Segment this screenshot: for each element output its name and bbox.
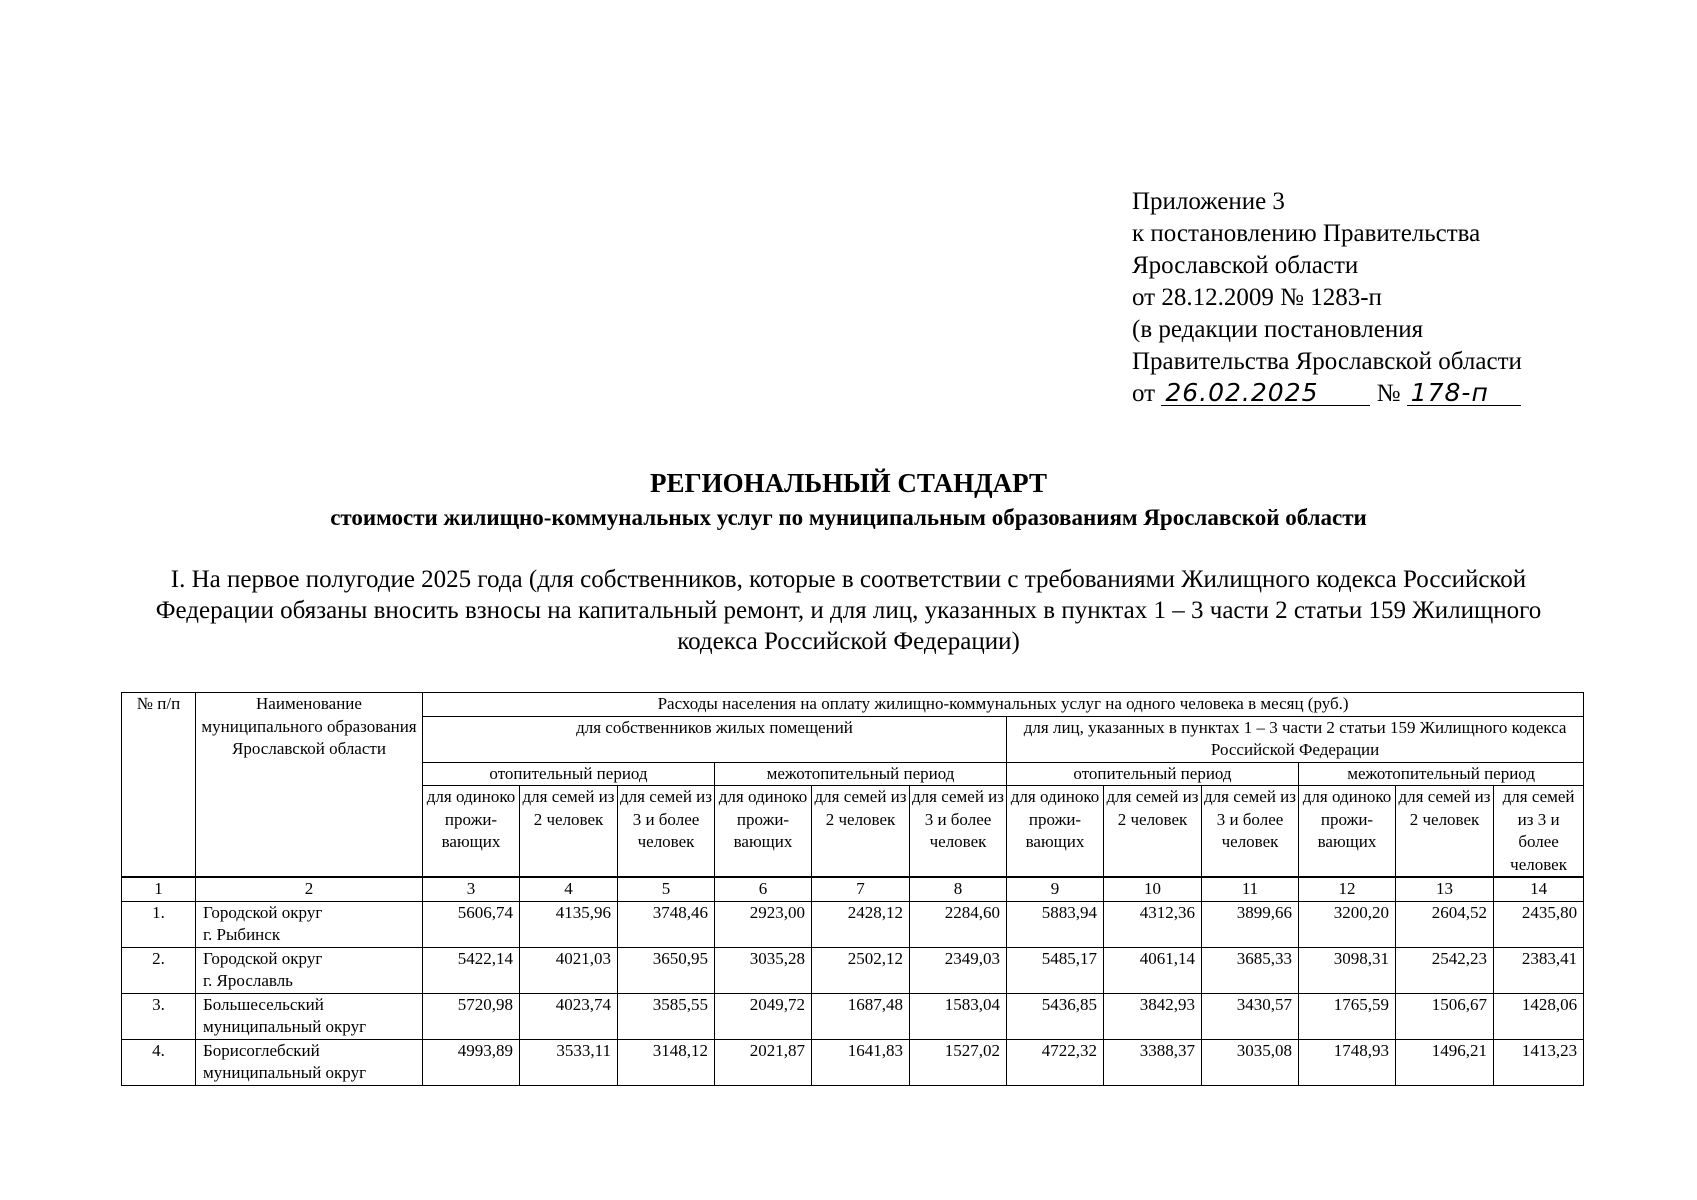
municipality-name bbox=[196, 993, 423, 1039]
header-owners: для собственников жилых помещений bbox=[423, 716, 1007, 762]
value-cell: 1506,67 bbox=[1396, 993, 1494, 1039]
table-row bbox=[122, 993, 1584, 1039]
municipality-name bbox=[196, 901, 423, 947]
header-nonheating-period: межотопительный период bbox=[1299, 762, 1584, 786]
value-cell: 3148,12 bbox=[618, 1039, 715, 1085]
header-heating-period: отопительный период bbox=[1007, 762, 1299, 786]
value-cell: 3533,11 bbox=[520, 1039, 618, 1085]
table-row bbox=[122, 1039, 1584, 1085]
appendix-line: к постановлению Правительства bbox=[1132, 220, 1481, 247]
municipality-name-line: г. Рыбинск bbox=[203, 925, 281, 944]
value-cell: 1765,59 bbox=[1299, 993, 1396, 1039]
table-row bbox=[122, 947, 1584, 993]
appendix-line: Приложение 3 bbox=[1132, 188, 1285, 215]
column-index-row bbox=[122, 877, 1584, 901]
value-cell: 2428,12 bbox=[812, 901, 910, 947]
row-number: 4. bbox=[122, 1039, 196, 1085]
municipality-name-line: муниципальный округ bbox=[203, 1017, 367, 1036]
header-nonheating-period: межотопительный период bbox=[715, 762, 1007, 786]
row-number: 3. bbox=[122, 993, 196, 1039]
header-three-persons: для семей из 3 и более человек bbox=[910, 786, 1007, 878]
column-index: 3 bbox=[423, 877, 520, 901]
column-index: 6 bbox=[715, 877, 812, 901]
row-number: 2. bbox=[122, 947, 196, 993]
header-single: для одиноко прожи-вающих bbox=[1299, 786, 1396, 878]
header-three-persons: для семей из 3 и более человек bbox=[1494, 786, 1584, 878]
municipality-name bbox=[196, 947, 423, 993]
value-cell: 2435,80 bbox=[1494, 901, 1584, 947]
column-index: 12 bbox=[1299, 877, 1396, 901]
handwritten-date: 26.02.2025 bbox=[1161, 381, 1370, 406]
value-cell: 3899,66 bbox=[1202, 901, 1299, 947]
value-cell: 2383,41 bbox=[1494, 947, 1584, 993]
value-cell: 4023,74 bbox=[520, 993, 618, 1039]
header-two-persons: для семей из 2 человек bbox=[1104, 786, 1202, 878]
document-subtitle: стоимости жилищно-коммунальных услуг по муниципальным образованиям Ярославской области bbox=[330, 505, 1367, 530]
header-single: для одиноко прожи-вающих bbox=[715, 786, 812, 878]
value-cell: 4312,36 bbox=[1104, 901, 1202, 947]
value-cell: 3430,57 bbox=[1202, 993, 1299, 1039]
value-cell: 1413,23 bbox=[1494, 1039, 1584, 1085]
appendix-number-sign: № bbox=[1376, 380, 1401, 407]
column-index: 11 bbox=[1202, 877, 1299, 901]
header-single: для одиноко прожи-вающих bbox=[1007, 786, 1104, 878]
header-name: Наименование муниципального образования Ярославской области bbox=[196, 693, 423, 878]
value-cell: 5485,17 bbox=[1007, 947, 1104, 993]
value-cell: 2542,23 bbox=[1396, 947, 1494, 993]
municipality-name-line: Городской округ bbox=[203, 948, 323, 968]
value-cell: 2049,72 bbox=[715, 993, 812, 1039]
standard-cost-table bbox=[121, 692, 1584, 1086]
value-cell: 3035,08 bbox=[1202, 1039, 1299, 1085]
column-index: 4 bbox=[520, 877, 618, 901]
section-heading: I. На первое полугодие 2025 года (для собственников, которые в соответствии с требованиями Жилищного кодекса Российской Федерации обязаны вносить взносы на капитальный ремонт, и для лиц, указанных в пунктах 1 – 3 части 2 статьи 159 Жилищного кодекса Российской Федерации) bbox=[155, 566, 1542, 655]
municipality-name-line: Борисоглебский bbox=[203, 1040, 320, 1060]
value-cell: 2021,87 bbox=[715, 1039, 812, 1085]
appendix-line: Правительства Ярославской области bbox=[1132, 348, 1522, 375]
value-cell: 2604,52 bbox=[1396, 901, 1494, 947]
value-cell: 1641,83 bbox=[812, 1039, 910, 1085]
header-expenses: Расходы населения на оплату жилищно-коммунальных услуг на одного человека в месяц (руб.) bbox=[423, 693, 1584, 717]
municipality-name bbox=[196, 1039, 423, 1085]
value-cell: 3748,46 bbox=[618, 901, 715, 947]
municipality-name-line: Большесельский bbox=[203, 994, 324, 1014]
header-single: для одиноко прожи-вающих bbox=[423, 786, 520, 878]
value-cell: 3200,20 bbox=[1299, 901, 1396, 947]
municipality-name-line: г. Ярославль bbox=[203, 971, 293, 990]
appendix-signature-line bbox=[1132, 378, 1522, 410]
appendix-line: от 28.12.2009 № 1283-п bbox=[1132, 284, 1382, 311]
value-cell: 2923,00 bbox=[715, 901, 812, 947]
row-number: 1. bbox=[122, 901, 196, 947]
value-cell: 1748,93 bbox=[1299, 1039, 1396, 1085]
value-cell: 5883,94 bbox=[1007, 901, 1104, 947]
appendix-line: (в редакции постановления bbox=[1132, 316, 1424, 343]
column-index: 8 bbox=[910, 877, 1007, 901]
appendix-block bbox=[1132, 186, 1522, 410]
header-num: № п/п bbox=[122, 693, 196, 878]
header-two-persons: для семей из 2 человек bbox=[812, 786, 910, 878]
value-cell: 3035,28 bbox=[715, 947, 812, 993]
column-index: 5 bbox=[618, 877, 715, 901]
column-index: 10 bbox=[1104, 877, 1202, 901]
value-cell: 1527,02 bbox=[910, 1039, 1007, 1085]
value-cell: 5422,14 bbox=[423, 947, 520, 993]
value-cell: 2349,03 bbox=[910, 947, 1007, 993]
value-cell: 5606,74 bbox=[423, 901, 520, 947]
value-cell: 1428,06 bbox=[1494, 993, 1584, 1039]
value-cell: 2502,12 bbox=[812, 947, 910, 993]
column-index: 9 bbox=[1007, 877, 1104, 901]
document-title: РЕГИОНАЛЬНЫЙ СТАНДАРТ bbox=[650, 468, 1047, 498]
value-cell: 3685,33 bbox=[1202, 947, 1299, 993]
column-index: 13 bbox=[1396, 877, 1494, 901]
header-heating-period: отопительный период bbox=[423, 762, 715, 786]
column-index: 2 bbox=[196, 877, 423, 901]
appendix-line: Ярославской области bbox=[1132, 252, 1359, 279]
header-two-persons: для семей из 2 человек bbox=[1396, 786, 1494, 878]
header-two-persons: для семей из 2 человек bbox=[520, 786, 618, 878]
appendix-date-prefix: от bbox=[1132, 380, 1156, 407]
value-cell: 1496,21 bbox=[1396, 1039, 1494, 1085]
header-three-persons: для семей из 3 и более человек bbox=[1202, 786, 1299, 878]
value-cell: 4993,89 bbox=[423, 1039, 520, 1085]
value-cell: 2284,60 bbox=[910, 901, 1007, 947]
header-persons: для лиц, указанных в пунктах 1 – 3 части 2 статьи 159 Жилищного кодекса Российской Федерации bbox=[1007, 716, 1584, 762]
value-cell: 4061,14 bbox=[1104, 947, 1202, 993]
value-cell: 4021,03 bbox=[520, 947, 618, 993]
header-three-persons: для семей из 3 и более человек bbox=[618, 786, 715, 878]
value-cell: 1687,48 bbox=[812, 993, 910, 1039]
value-cell: 3098,31 bbox=[1299, 947, 1396, 993]
municipality-name-line: Городской округ bbox=[203, 902, 323, 922]
value-cell: 1583,04 bbox=[910, 993, 1007, 1039]
handwritten-number: 178-п bbox=[1407, 381, 1521, 406]
value-cell: 5720,98 bbox=[423, 993, 520, 1039]
value-cell: 3650,95 bbox=[618, 947, 715, 993]
column-index: 7 bbox=[812, 877, 910, 901]
value-cell: 5436,85 bbox=[1007, 993, 1104, 1039]
municipality-name-line: муниципальный округ bbox=[203, 1063, 367, 1082]
column-index: 1 bbox=[122, 877, 196, 901]
value-cell: 3842,93 bbox=[1104, 993, 1202, 1039]
table-row bbox=[122, 901, 1584, 947]
value-cell: 4722,32 bbox=[1007, 1039, 1104, 1085]
value-cell: 3388,37 bbox=[1104, 1039, 1202, 1085]
value-cell: 3585,55 bbox=[618, 993, 715, 1039]
column-index: 14 bbox=[1494, 877, 1584, 901]
value-cell: 4135,96 bbox=[520, 901, 618, 947]
